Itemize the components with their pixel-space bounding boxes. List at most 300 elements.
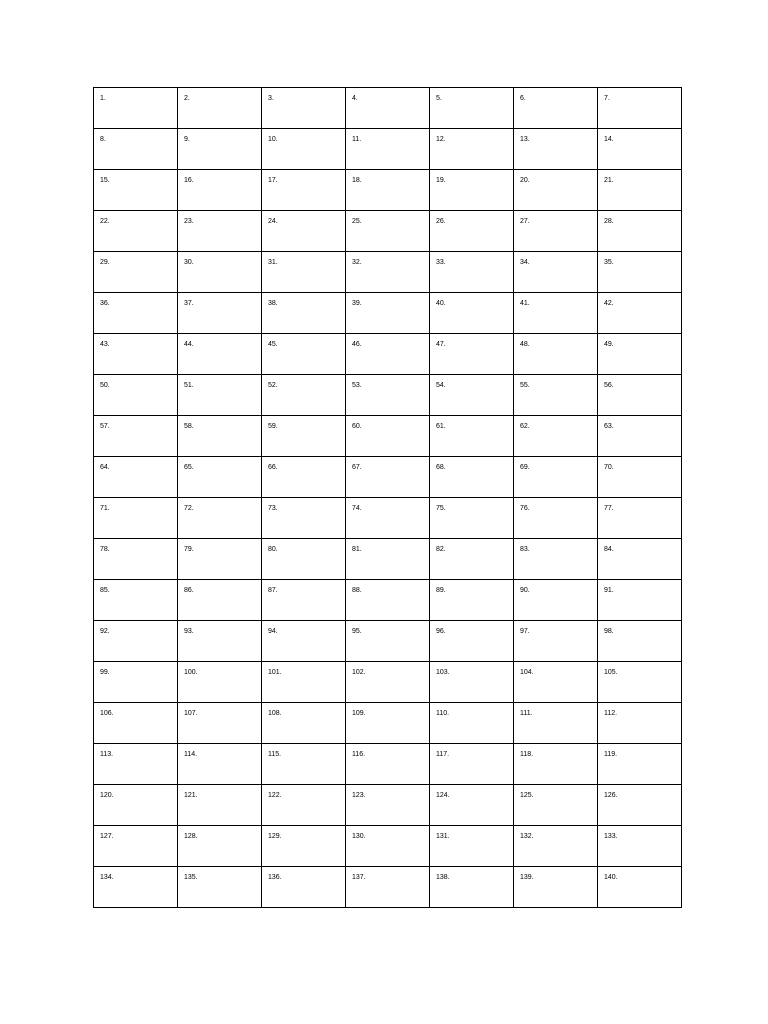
- cell-number: 73.: [268, 505, 278, 512]
- grid-cell: [430, 580, 514, 621]
- cell-number: 61.: [436, 423, 446, 430]
- grid-cell: [94, 744, 178, 785]
- grid-cell: [94, 662, 178, 703]
- grid-cell: [346, 457, 430, 498]
- cell-number: 76.: [520, 505, 530, 512]
- cell-number: 122.: [268, 792, 282, 799]
- cell-number: 89.: [436, 587, 446, 594]
- cell-number: 102.: [352, 669, 366, 676]
- grid-cell: [262, 580, 346, 621]
- cell-number: 108.: [268, 710, 282, 717]
- grid-cell: [262, 867, 346, 908]
- grid-cell: [346, 88, 430, 129]
- cell-number: 57.: [100, 423, 110, 430]
- grid-cell: [514, 170, 598, 211]
- grid-cell: [94, 211, 178, 252]
- cell-number: 115.: [268, 751, 282, 758]
- grid-cell: [262, 334, 346, 375]
- cell-number: 36.: [100, 300, 110, 307]
- grid-cell: [514, 621, 598, 662]
- cell-number: 85.: [100, 587, 110, 594]
- cell-number: 118.: [520, 751, 534, 758]
- cell-number: 2.: [184, 95, 190, 102]
- cell-number: 29.: [100, 259, 110, 266]
- cell-number: 103.: [436, 669, 450, 676]
- cell-number: 99.: [100, 669, 110, 676]
- grid-cell: [430, 703, 514, 744]
- grid-cell: [94, 170, 178, 211]
- grid-cell: [178, 88, 262, 129]
- grid-cell: [346, 498, 430, 539]
- numbered-grid: [93, 87, 682, 908]
- grid-cell: [598, 334, 682, 375]
- cell-number: 123.: [352, 792, 366, 799]
- cell-number: 13.: [520, 136, 530, 143]
- grid-cell: [430, 211, 514, 252]
- cell-number: 135.: [184, 874, 198, 881]
- cell-number: 132.: [520, 833, 534, 840]
- cell-number: 91.: [604, 587, 614, 594]
- grid-cell: [514, 867, 598, 908]
- grid-cell: [430, 375, 514, 416]
- cell-number: 50.: [100, 382, 110, 389]
- table-row: [94, 293, 682, 334]
- grid-cell: [514, 457, 598, 498]
- grid-cell: [178, 334, 262, 375]
- table-row: [94, 252, 682, 293]
- cell-number: 25.: [352, 218, 362, 225]
- cell-number: 88.: [352, 587, 362, 594]
- cell-number: 7.: [604, 95, 610, 102]
- cell-number: 129.: [268, 833, 282, 840]
- grid-cell: [262, 662, 346, 703]
- cell-number: 109.: [352, 710, 366, 717]
- cell-number: 131.: [436, 833, 450, 840]
- cell-number: 110.: [436, 710, 450, 717]
- cell-number: 17.: [268, 177, 278, 184]
- cell-number: 128.: [184, 833, 198, 840]
- grid-cell: [262, 375, 346, 416]
- cell-number: 33.: [436, 259, 446, 266]
- grid-cell: [430, 498, 514, 539]
- grid-cell: [94, 498, 178, 539]
- grid-cell: [94, 88, 178, 129]
- cell-number: 127.: [100, 833, 114, 840]
- grid-cell: [346, 211, 430, 252]
- cell-number: 3.: [268, 95, 274, 102]
- grid-cell: [178, 703, 262, 744]
- cell-number: 14.: [604, 136, 614, 143]
- cell-number: 95.: [352, 628, 362, 635]
- grid-cell: [598, 662, 682, 703]
- cell-number: 106.: [100, 710, 114, 717]
- cell-number: 38.: [268, 300, 278, 307]
- grid-cell: [514, 252, 598, 293]
- grid-cell: [178, 621, 262, 662]
- cell-number: 11.: [352, 136, 362, 143]
- grid-cell: [178, 416, 262, 457]
- cell-number: 82.: [436, 546, 446, 553]
- grid-cell: [514, 334, 598, 375]
- grid-cell: [178, 129, 262, 170]
- cell-number: 66.: [268, 464, 278, 471]
- grid-cell: [430, 744, 514, 785]
- cell-number: 94.: [268, 628, 278, 635]
- grid-cell: [430, 129, 514, 170]
- cell-number: 65.: [184, 464, 194, 471]
- grid-cell: [430, 252, 514, 293]
- grid-cell: [346, 170, 430, 211]
- table-row: [94, 211, 682, 252]
- cell-number: 139.: [520, 874, 534, 881]
- cell-number: 107.: [184, 710, 198, 717]
- grid-cell: [514, 129, 598, 170]
- cell-number: 62.: [520, 423, 530, 430]
- grid-cell: [262, 252, 346, 293]
- cell-number: 30.: [184, 259, 194, 266]
- grid-cell: [598, 211, 682, 252]
- cell-number: 93.: [184, 628, 194, 635]
- cell-number: 70.: [604, 464, 614, 471]
- grid-cell: [346, 539, 430, 580]
- cell-number: 8.: [100, 136, 106, 143]
- cell-number: 80.: [268, 546, 278, 553]
- table-row: [94, 621, 682, 662]
- cell-number: 137.: [352, 874, 366, 881]
- cell-number: 20.: [520, 177, 530, 184]
- grid-cell: [514, 826, 598, 867]
- cell-number: 31.: [268, 259, 278, 266]
- grid-cell: [598, 375, 682, 416]
- cell-number: 71.: [100, 505, 110, 512]
- table-row: [94, 744, 682, 785]
- cell-number: 23.: [184, 218, 194, 225]
- cell-number: 121.: [184, 792, 198, 799]
- cell-number: 54.: [436, 382, 446, 389]
- grid-cell: [94, 252, 178, 293]
- grid-cell: [178, 580, 262, 621]
- cell-number: 138.: [436, 874, 450, 881]
- table-row: [94, 88, 682, 129]
- cell-number: 117.: [436, 751, 450, 758]
- table-row: [94, 170, 682, 211]
- grid-cell: [178, 252, 262, 293]
- grid-cell: [346, 334, 430, 375]
- table-row: [94, 785, 682, 826]
- grid-cell: [178, 375, 262, 416]
- grid-cell: [262, 170, 346, 211]
- grid-cell: [262, 416, 346, 457]
- cell-number: 111.: [520, 710, 533, 717]
- grid-cell: [178, 170, 262, 211]
- grid-cell: [430, 867, 514, 908]
- cell-number: 4.: [352, 95, 358, 102]
- cell-number: 72.: [184, 505, 194, 512]
- grid-cell: [598, 621, 682, 662]
- cell-number: 81.: [352, 546, 362, 553]
- grid-cell: [430, 88, 514, 129]
- grid-cell: [430, 170, 514, 211]
- cell-number: 41.: [520, 300, 530, 307]
- grid-cell: [430, 662, 514, 703]
- grid-cell: [178, 498, 262, 539]
- grid-cell: [94, 375, 178, 416]
- grid-cell: [598, 498, 682, 539]
- cell-number: 120.: [100, 792, 114, 799]
- grid-cell: [94, 129, 178, 170]
- grid-cell: [514, 744, 598, 785]
- grid-cell: [262, 88, 346, 129]
- cell-number: 26.: [436, 218, 446, 225]
- grid-cell: [430, 293, 514, 334]
- cell-number: 90.: [520, 587, 530, 594]
- cell-number: 59.: [268, 423, 278, 430]
- grid-cell: [262, 621, 346, 662]
- grid-cell: [346, 703, 430, 744]
- grid-cell: [346, 785, 430, 826]
- grid-cell: [178, 785, 262, 826]
- grid-cell: [94, 580, 178, 621]
- table-row: [94, 539, 682, 580]
- grid-cell: [514, 662, 598, 703]
- cell-number: 84.: [604, 546, 614, 553]
- cell-number: 42.: [604, 300, 614, 307]
- grid-cell: [346, 416, 430, 457]
- grid-cell: [262, 785, 346, 826]
- grid-cell: [346, 744, 430, 785]
- cell-number: 6.: [520, 95, 526, 102]
- grid-cell: [598, 580, 682, 621]
- grid-cell: [94, 293, 178, 334]
- cell-number: 113.: [100, 751, 114, 758]
- cell-number: 130.: [352, 833, 366, 840]
- grid-cell: [178, 826, 262, 867]
- grid-cell: [598, 703, 682, 744]
- cell-number: 12.: [436, 136, 446, 143]
- cell-number: 100.: [184, 669, 198, 676]
- cell-number: 74.: [352, 505, 362, 512]
- grid-cell: [94, 457, 178, 498]
- grid-cell: [262, 211, 346, 252]
- cell-number: 49.: [604, 341, 614, 348]
- table-row: [94, 662, 682, 703]
- grid-cell: [94, 867, 178, 908]
- cell-number: 39.: [352, 300, 362, 307]
- grid-cell: [514, 785, 598, 826]
- cell-number: 44.: [184, 341, 194, 348]
- grid-cell: [94, 416, 178, 457]
- grid-cell: [262, 826, 346, 867]
- grid-cell: [94, 621, 178, 662]
- grid-cell: [94, 334, 178, 375]
- grid-cell: [598, 826, 682, 867]
- grid-cell: [178, 662, 262, 703]
- grid-cell: [598, 744, 682, 785]
- grid-cell: [514, 211, 598, 252]
- cell-number: 112.: [604, 710, 618, 717]
- grid-cell: [346, 580, 430, 621]
- grid-cell: [598, 88, 682, 129]
- grid-cell: [430, 539, 514, 580]
- grid-cell: [430, 457, 514, 498]
- table-row: [94, 129, 682, 170]
- cell-number: 75.: [436, 505, 446, 512]
- cell-number: 35.: [604, 259, 614, 266]
- cell-number: 32.: [352, 259, 362, 266]
- cell-number: 124.: [436, 792, 450, 799]
- cell-number: 101.: [268, 669, 282, 676]
- grid-cell: [430, 621, 514, 662]
- grid-cell: [430, 826, 514, 867]
- cell-number: 34.: [520, 259, 530, 266]
- cell-number: 63.: [604, 423, 614, 430]
- grid-cell: [262, 457, 346, 498]
- cell-number: 68.: [436, 464, 446, 471]
- cell-number: 136.: [268, 874, 282, 881]
- table-row: [94, 498, 682, 539]
- cell-number: 1.: [100, 95, 106, 102]
- grid-cell: [598, 170, 682, 211]
- grid-cell: [178, 539, 262, 580]
- table-row: [94, 416, 682, 457]
- cell-number: 15.: [100, 177, 110, 184]
- grid-cell: [514, 703, 598, 744]
- grid-cell: [178, 293, 262, 334]
- cell-number: 58.: [184, 423, 194, 430]
- grid-cell: [346, 293, 430, 334]
- grid-cell: [514, 498, 598, 539]
- grid-cell: [262, 293, 346, 334]
- grid-cell: [514, 539, 598, 580]
- grid-cell: [346, 252, 430, 293]
- grid-cell: [514, 580, 598, 621]
- cell-number: 9.: [184, 136, 190, 143]
- cell-number: 79.: [184, 546, 194, 553]
- grid-cell: [178, 867, 262, 908]
- grid-cell: [598, 539, 682, 580]
- cell-number: 22.: [100, 218, 110, 225]
- grid-cell: [346, 826, 430, 867]
- cell-number: 119.: [604, 751, 618, 758]
- cell-number: 47.: [436, 341, 446, 348]
- grid-cell: [430, 334, 514, 375]
- cell-number: 67.: [352, 464, 362, 471]
- table-row: [94, 457, 682, 498]
- grid-cell: [430, 416, 514, 457]
- cell-number: 48.: [520, 341, 530, 348]
- cell-number: 10.: [268, 136, 278, 143]
- cell-number: 114.: [184, 751, 198, 758]
- cell-number: 40.: [436, 300, 446, 307]
- grid-cell: [346, 129, 430, 170]
- cell-number: 5.: [436, 95, 442, 102]
- table-row: [94, 580, 682, 621]
- grid-cell: [598, 293, 682, 334]
- cell-number: 51.: [184, 382, 194, 389]
- grid-cell: [262, 744, 346, 785]
- cell-number: 21.: [604, 177, 614, 184]
- cell-number: 83.: [520, 546, 530, 553]
- cell-number: 96.: [436, 628, 446, 635]
- cell-number: 56.: [604, 382, 614, 389]
- cell-number: 27.: [520, 218, 530, 225]
- cell-number: 19.: [436, 177, 446, 184]
- cell-number: 16.: [184, 177, 194, 184]
- cell-number: 126.: [604, 792, 618, 799]
- grid-cell: [598, 785, 682, 826]
- cell-number: 105.: [604, 669, 618, 676]
- grid-cell: [598, 457, 682, 498]
- cell-number: 37.: [184, 300, 194, 307]
- cell-number: 97.: [520, 628, 530, 635]
- cell-number: 53.: [352, 382, 362, 389]
- grid-cell: [346, 662, 430, 703]
- table-row: [94, 375, 682, 416]
- cell-number: 86.: [184, 587, 194, 594]
- cell-number: 78.: [100, 546, 110, 553]
- grid-cell: [514, 293, 598, 334]
- grid-cell: [598, 867, 682, 908]
- cell-number: 46.: [352, 341, 362, 348]
- cell-number: 133.: [604, 833, 618, 840]
- grid-cell: [262, 498, 346, 539]
- cell-number: 104.: [520, 669, 534, 676]
- grid-cell: [94, 826, 178, 867]
- cell-number: 98.: [604, 628, 614, 635]
- grid-cell: [598, 416, 682, 457]
- cell-number: 87.: [268, 587, 278, 594]
- grid-cell: [598, 129, 682, 170]
- grid-cell: [262, 703, 346, 744]
- grid-cell: [346, 375, 430, 416]
- cell-number: 60.: [352, 423, 362, 430]
- cell-number: 116.: [352, 751, 366, 758]
- table-row: [94, 703, 682, 744]
- cell-number: 43.: [100, 341, 110, 348]
- cell-number: 134.: [100, 874, 114, 881]
- cell-number: 18.: [352, 177, 362, 184]
- grid-cell: [94, 785, 178, 826]
- grid-cell: [262, 539, 346, 580]
- table-row: [94, 334, 682, 375]
- cell-number: 45.: [268, 341, 278, 348]
- cell-number: 52.: [268, 382, 278, 389]
- grid-cell: [514, 416, 598, 457]
- grid-cell: [514, 88, 598, 129]
- grid-cell: [178, 211, 262, 252]
- cell-number: 55.: [520, 382, 530, 389]
- cell-number: 77.: [604, 505, 614, 512]
- cell-number: 28.: [604, 218, 614, 225]
- grid-body: [94, 88, 682, 908]
- grid-cell: [514, 375, 598, 416]
- cell-number: 140.: [604, 874, 618, 881]
- cell-number: 24.: [268, 218, 278, 225]
- grid-cell: [178, 744, 262, 785]
- cell-number: 69.: [520, 464, 530, 471]
- cell-number: 92.: [100, 628, 110, 635]
- cell-number: 125.: [520, 792, 534, 799]
- grid-cell: [94, 703, 178, 744]
- grid-cell: [598, 252, 682, 293]
- grid-cell: [178, 457, 262, 498]
- table-row: [94, 867, 682, 908]
- table-row: [94, 826, 682, 867]
- grid-cell: [94, 539, 178, 580]
- grid-cell: [346, 867, 430, 908]
- cell-number: 64.: [100, 464, 110, 471]
- grid-cell: [346, 621, 430, 662]
